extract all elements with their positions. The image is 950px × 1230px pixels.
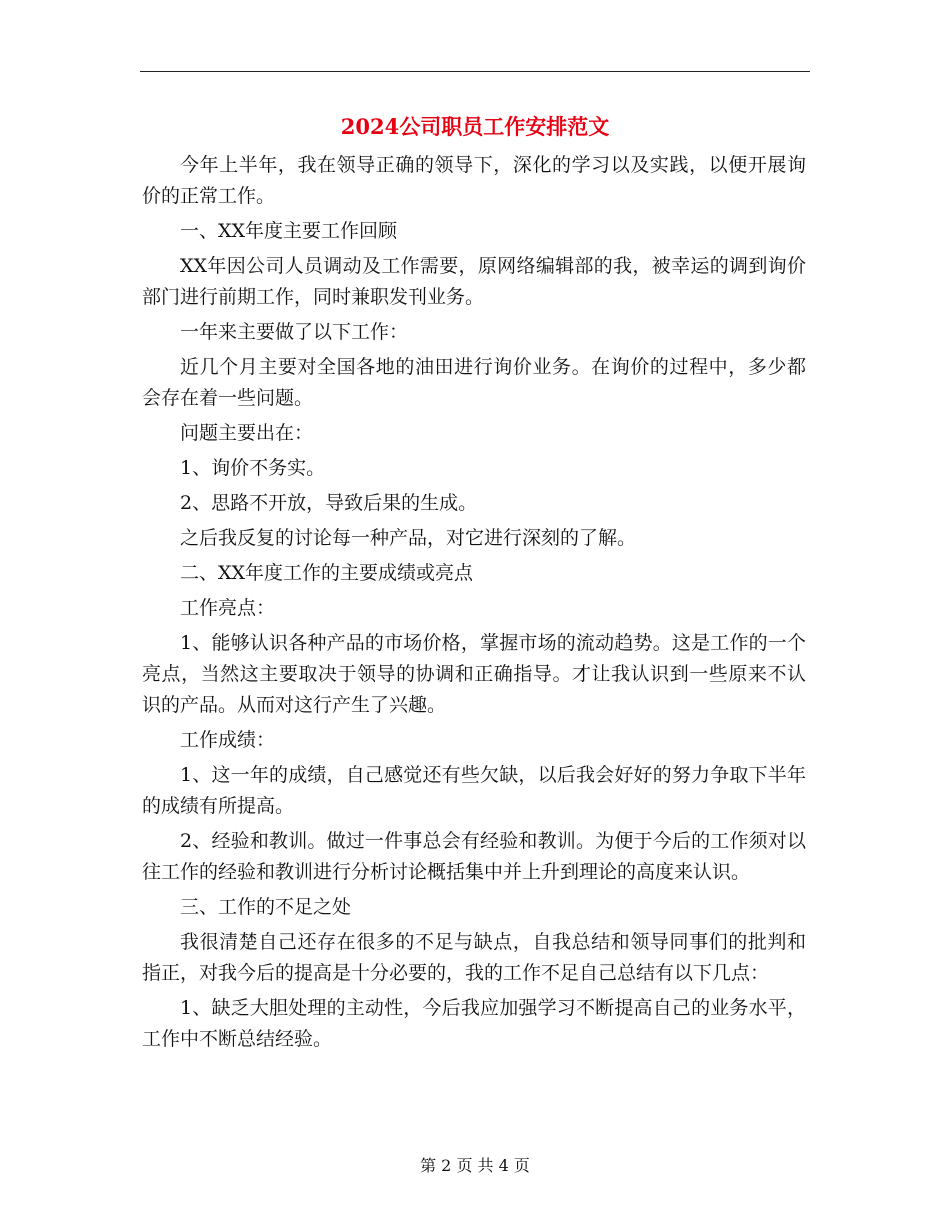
list-item: 1、缺乏大胆处理的主动性，今后我应加强学习不断提高自己的业务水平，工作中不断总结经验。 — [142, 997, 806, 1050]
list-item: 1、询价不务实。 — [180, 457, 326, 479]
paragraph: 一年来主要做了以下工作： — [180, 321, 409, 343]
list-item: 1、能够认识各种产品的市场价格，掌握市场的流动趋势。这是工作的一个亮点，当然这主要取决于领导的协调和正确指导。才让我认识到一些原来不认识的产品。从而对这行产生了兴趣。 — [142, 632, 806, 716]
paragraph: 今年上半年，我在领导正确的领导下，深化的学习以及实践，以便开展询价的正常工作。 — [142, 154, 806, 207]
document-body — [142, 150, 806, 1059]
section-heading: 三、工作的不足之处 — [180, 896, 352, 918]
list-item: 2、思路不开放，导致后果的生成。 — [180, 492, 478, 514]
paragraph: XX年因公司人员调动及工作需要，原网络编辑部的我，被幸运的调到询价部门进行前期工作，同时兼职发刊业务。 — [142, 255, 806, 308]
paragraph: 近几个月主要对全国各地的油田进行询价业务。在询价的过程中，多少都会存在着一些问题。 — [142, 356, 806, 409]
paragraph: 我很清楚自己还存在很多的不足与缺点，自我总结和领导同事们的批判和指正，对我今后的提高是十分必要的，我的工作不足自己总结有以下几点： — [142, 931, 806, 984]
paragraph: 之后我反复的讨论每一种产品，对它进行深刻的了解。 — [180, 527, 637, 549]
list-item: 1、这一年的成绩，自己感觉还有些欠缺，以后我会好好的努力争取下半年的成绩有所提高。 — [142, 764, 806, 817]
paragraph: 工作成绩： — [180, 729, 276, 751]
section-heading: 一、XX年度主要工作回顾 — [180, 220, 398, 242]
page-number: 第 2 页 共 4 页 — [420, 1156, 530, 1175]
list-item: 2、经验和教训。做过一件事总会有经验和教训。为便于今后的工作须对以往工作的经验和教训进行分析讨论概括集中并上升到理论的高度来认识。 — [142, 830, 806, 883]
paragraph: 问题主要出在： — [180, 422, 314, 444]
paragraph: 工作亮点： — [180, 597, 276, 619]
document-title: 2024公司职员工作安排范文 — [340, 114, 610, 139]
header-rule — [140, 71, 810, 72]
section-heading: 二、XX年度工作的主要成绩或亮点 — [180, 562, 474, 584]
